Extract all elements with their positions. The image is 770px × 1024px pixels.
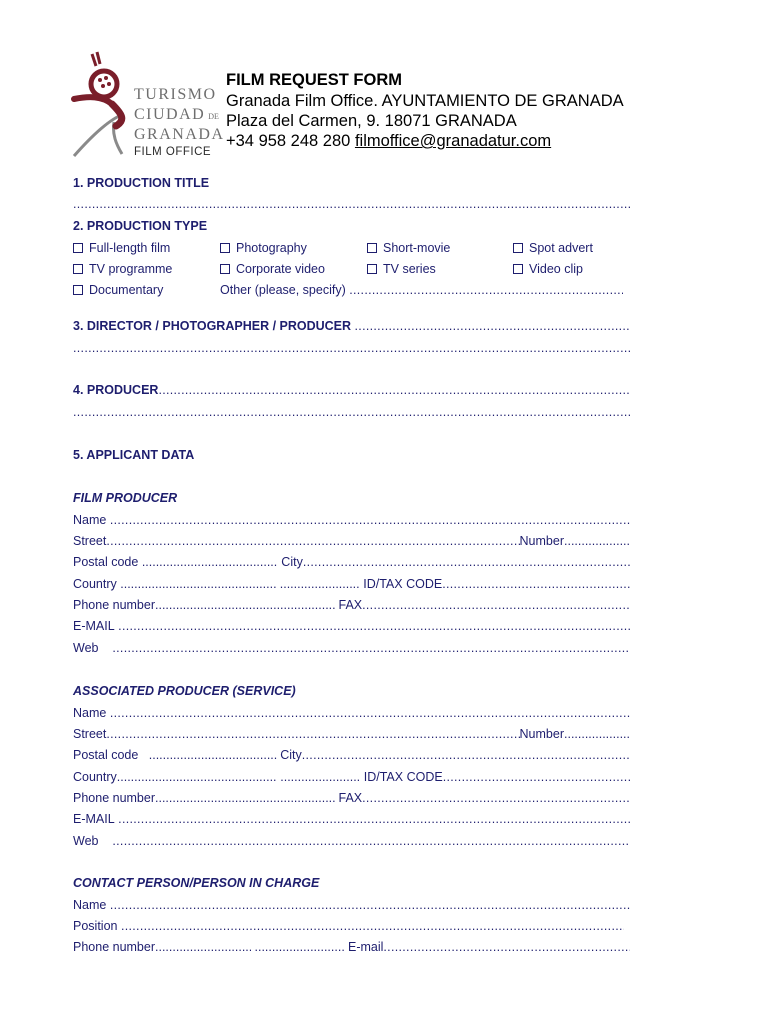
section-applicant-data: 5. APPLICANT DATA	[73, 448, 195, 462]
producer-field-2[interactable]	[73, 405, 630, 419]
film-producer-heading: FILM PRODUCER	[73, 491, 178, 505]
production-title-field[interactable]	[73, 197, 630, 211]
logo-text-ciudad: CIUDAD DE	[134, 106, 219, 123]
logo-text-granada: GRANADA	[134, 126, 225, 143]
section-production-type: 2. PRODUCTION TYPE	[73, 219, 208, 233]
checkbox-icon[interactable]	[367, 264, 377, 274]
cp-name-field[interactable]: Name .....	[73, 898, 630, 912]
ap-street-field[interactable]: Street ..... Number .....	[73, 727, 630, 741]
other-type-field[interactable]: Other (please, specify) .....	[220, 283, 623, 297]
section-director: 3. DIRECTOR / PHOTOGRAPHER / PRODUCER	[73, 319, 352, 333]
fp-phone-fax-field[interactable]: Phone number ..... FAX .....	[73, 598, 630, 612]
fp-email-field[interactable]: E-MAIL .....	[73, 619, 630, 633]
ap-country-idtax-field[interactable]: Country ..... ..... ID/TAX CODE .....	[73, 770, 630, 784]
director-field-2[interactable]	[73, 341, 630, 355]
section-production-title: 1. PRODUCTION TITLE	[73, 176, 210, 190]
logo-text-turismo: TURISMO	[134, 86, 217, 103]
form-title: FILM REQUEST FORM	[226, 71, 402, 89]
checkbox-icon[interactable]	[73, 285, 83, 295]
checkbox-icon[interactable]	[367, 243, 377, 253]
checkbox-icon[interactable]	[513, 243, 523, 253]
ap-web-field[interactable]: Web .....	[73, 834, 630, 848]
option-video-clip[interactable]: Video clip	[513, 262, 583, 276]
option-documentary[interactable]: Documentary	[73, 283, 163, 297]
ap-email-field[interactable]: E-MAIL .....	[73, 812, 630, 826]
office-address: Plaza del Carmen, 9. 18071 GRANADA	[226, 112, 517, 130]
contact-person-heading: CONTACT PERSON/PERSON IN CHARGE	[73, 876, 320, 890]
section-producer: 4. PRODUCER	[73, 383, 159, 397]
option-spot-advert[interactable]: Spot advert	[513, 241, 593, 255]
logo	[64, 44, 224, 159]
fp-web-field[interactable]: Web .....	[73, 641, 630, 655]
office-email-link[interactable]: filmoffice@granadatur.com	[354, 132, 552, 150]
fp-street-field[interactable]: Street ..... Number .....	[73, 534, 630, 548]
checkbox-icon[interactable]	[220, 243, 230, 253]
checkbox-icon[interactable]	[73, 264, 83, 274]
ap-name-field[interactable]: Name .....	[73, 706, 630, 720]
checkbox-icon[interactable]	[220, 264, 230, 274]
dancer-logo-icon	[64, 44, 134, 159]
office-contact	[226, 131, 551, 151]
option-short-movie[interactable]: Short-movie	[367, 241, 450, 255]
fp-postal-city-field[interactable]: Postal code ..... City .....	[73, 555, 630, 569]
assoc-producer-heading: ASSOCIATED PRODUCER (SERVICE)	[73, 684, 296, 698]
fp-country-idtax-field[interactable]: Country ..... ..... ID/TAX CODE .....	[73, 577, 630, 591]
logo-text-film-office: FILM OFFICE	[134, 146, 212, 158]
checkbox-icon[interactable]	[513, 264, 523, 274]
director-field[interactable]	[73, 319, 630, 333]
office-phone: +34 958 248 280	[226, 132, 351, 150]
office-name: Granada Film Office. AYUNTAMIENTO DE GRANADA	[226, 92, 624, 110]
ap-postal-city-field[interactable]: Postal code ..... City .....	[73, 748, 630, 762]
cp-phone-email-field[interactable]: Phone number ..... ..... E-mail .....	[73, 940, 630, 954]
option-tv-series[interactable]: TV series	[367, 262, 436, 276]
checkbox-icon[interactable]	[73, 243, 83, 253]
producer-field[interactable]	[73, 383, 630, 397]
ap-phone-fax-field[interactable]: Phone number ..... FAX .....	[73, 791, 630, 805]
cp-position-field[interactable]: Position .....	[73, 919, 624, 933]
option-full-length-film[interactable]: Full-length film	[73, 241, 170, 255]
option-corporate-video[interactable]: Corporate video	[220, 262, 325, 276]
option-tv-programme[interactable]: TV programme	[73, 262, 172, 276]
option-photography[interactable]: Photography	[220, 241, 307, 255]
fp-name-field[interactable]: Name .....	[73, 513, 630, 527]
